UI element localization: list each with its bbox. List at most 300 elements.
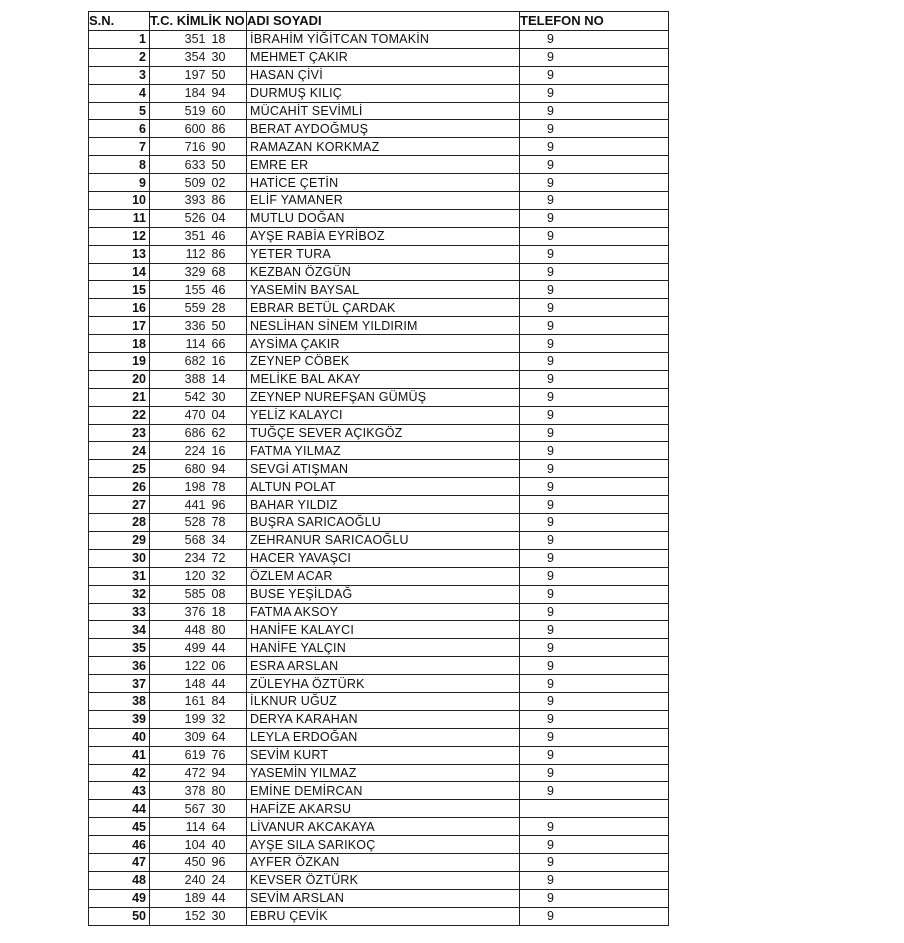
table-row: [89, 192, 669, 210]
row-name: HASAN ÇİVİ: [247, 66, 520, 84]
row-name: FATMA AKSOY: [247, 603, 520, 621]
header-adi-soyadi: ADI SOYADI: [247, 12, 520, 31]
row-tc-start: 567: [150, 800, 210, 818]
row-sn: 16: [89, 299, 150, 317]
row-blank: [649, 66, 669, 84]
row-phone: 9: [520, 603, 649, 621]
row-tc-start: 104: [150, 836, 210, 854]
row-tc-end: 96: [210, 853, 247, 871]
row-blank: [649, 728, 669, 746]
row-blank: [649, 353, 669, 371]
row-phone: 9: [520, 299, 649, 317]
row-sn: 45: [89, 818, 150, 836]
row-blank: [649, 621, 669, 639]
row-tc-start: 509: [150, 174, 210, 192]
row-tc-start: 114: [150, 818, 210, 836]
row-name: HACER YAVAŞCI: [247, 549, 520, 567]
table-row: [89, 299, 669, 317]
row-blank: [649, 120, 669, 138]
row-phone: 9: [520, 442, 649, 460]
row-blank: [649, 227, 669, 245]
row-tc-start: 148: [150, 675, 210, 693]
row-tc-start: 528: [150, 514, 210, 532]
row-name: ZÜLEYHA ÖZTÜRK: [247, 675, 520, 693]
row-name: BUSE YEŞİLDAĞ: [247, 585, 520, 603]
row-phone: 9: [520, 84, 649, 102]
row-blank: [649, 424, 669, 442]
row-blank: [649, 639, 669, 657]
row-blank: [649, 317, 669, 335]
row-phone: 9: [520, 227, 649, 245]
row-phone: 9: [520, 818, 649, 836]
row-tc-end: 04: [210, 209, 247, 227]
row-name: TUĞÇE SEVER AÇIKGÖZ: [247, 424, 520, 442]
row-phone: 9: [520, 836, 649, 854]
row-tc-start: 240: [150, 871, 210, 889]
row-tc-end: 78: [210, 514, 247, 532]
row-sn: 13: [89, 245, 150, 263]
row-blank: [649, 496, 669, 514]
row-blank: [649, 245, 669, 263]
row-sn: 49: [89, 889, 150, 907]
row-tc-start: 199: [150, 710, 210, 728]
row-sn: 26: [89, 478, 150, 496]
table-row: [89, 227, 669, 245]
row-tc-end: 44: [210, 639, 247, 657]
row-phone: 9: [520, 335, 649, 353]
row-tc-end: 50: [210, 66, 247, 84]
row-phone: 9: [520, 746, 649, 764]
row-name: EBRU ÇEVİK: [247, 907, 520, 925]
row-tc-start: 680: [150, 460, 210, 478]
row-blank: [649, 907, 669, 925]
row-phone: [520, 800, 649, 818]
row-tc-start: 112: [150, 245, 210, 263]
row-phone: 9: [520, 889, 649, 907]
participant-table: [88, 11, 669, 926]
row-tc-end: 30: [210, 388, 247, 406]
table-row: [89, 818, 669, 836]
row-tc-start: 470: [150, 406, 210, 424]
row-phone: 9: [520, 531, 649, 549]
row-name: DURMUŞ KILIÇ: [247, 84, 520, 102]
row-phone: 9: [520, 675, 649, 693]
row-phone: 9: [520, 496, 649, 514]
row-blank: [649, 281, 669, 299]
table-row: [89, 424, 669, 442]
row-sn: 19: [89, 353, 150, 371]
row-tc-end: 14: [210, 370, 247, 388]
row-tc-end: 46: [210, 227, 247, 245]
row-tc-start: 568: [150, 531, 210, 549]
table-row: [89, 764, 669, 782]
row-blank: [649, 209, 669, 227]
row-name: MELİKE BAL AKAY: [247, 370, 520, 388]
row-phone: 9: [520, 120, 649, 138]
row-tc-end: 84: [210, 692, 247, 710]
row-name: AYFER ÖZKAN: [247, 853, 520, 871]
row-tc-end: 44: [210, 675, 247, 693]
header-tc-kimlik-no: T.C. KİMLİK NO: [150, 12, 247, 31]
table-row: [89, 728, 669, 746]
table-body: [89, 31, 669, 926]
row-sn: 6: [89, 120, 150, 138]
row-sn: 10: [89, 192, 150, 210]
row-tc-start: 114: [150, 335, 210, 353]
row-sn: 14: [89, 263, 150, 281]
row-tc-end: 64: [210, 728, 247, 746]
row-tc-start: 336: [150, 317, 210, 335]
row-tc-start: 351: [150, 227, 210, 245]
row-name: İBRAHİM YİĞİTCAN TOMAKİN: [247, 31, 520, 49]
row-tc-start: 189: [150, 889, 210, 907]
row-blank: [649, 603, 669, 621]
row-name: RAMAZAN KORKMAZ: [247, 138, 520, 156]
row-sn: 4: [89, 84, 150, 102]
row-tc-start: 198: [150, 478, 210, 496]
table-row: [89, 174, 669, 192]
row-phone: 9: [520, 281, 649, 299]
row-name: HATİCE ÇETİN: [247, 174, 520, 192]
row-sn: 40: [89, 728, 150, 746]
row-tc-end: 78: [210, 478, 247, 496]
table-row: [89, 836, 669, 854]
row-tc-end: 66: [210, 335, 247, 353]
row-name: SEVİM ARSLAN: [247, 889, 520, 907]
row-name: KEVSER ÖZTÜRK: [247, 871, 520, 889]
row-sn: 7: [89, 138, 150, 156]
row-tc-start: 376: [150, 603, 210, 621]
row-phone: 9: [520, 424, 649, 442]
row-sn: 39: [89, 710, 150, 728]
table-row: [89, 692, 669, 710]
row-tc-start: 441: [150, 496, 210, 514]
row-blank: [649, 746, 669, 764]
row-tc-start: 388: [150, 370, 210, 388]
row-tc-start: 155: [150, 281, 210, 299]
row-blank: [649, 675, 669, 693]
table-row: [89, 621, 669, 639]
row-tc-start: 472: [150, 764, 210, 782]
row-name: HAFİZE AKARSU: [247, 800, 520, 818]
row-phone: 9: [520, 657, 649, 675]
row-phone: 9: [520, 871, 649, 889]
row-sn: 22: [89, 406, 150, 424]
row-name: MEHMET ÇAKIR: [247, 48, 520, 66]
row-tc-end: 94: [210, 84, 247, 102]
table-row: [89, 657, 669, 675]
table-row: [89, 478, 669, 496]
row-name: SEVGİ ATIŞMAN: [247, 460, 520, 478]
row-blank: [649, 818, 669, 836]
row-blank: [649, 800, 669, 818]
row-blank: [649, 406, 669, 424]
table-row: [89, 66, 669, 84]
table-row: [89, 353, 669, 371]
row-tc-end: 46: [210, 281, 247, 299]
row-blank: [649, 836, 669, 854]
row-tc-end: 80: [210, 782, 247, 800]
row-tc-start: 559: [150, 299, 210, 317]
table-row: [89, 800, 669, 818]
row-tc-start: 542: [150, 388, 210, 406]
row-tc-end: 16: [210, 353, 247, 371]
table-row: [89, 245, 669, 263]
row-tc-end: 34: [210, 531, 247, 549]
row-name: LEYLA ERDOĞAN: [247, 728, 520, 746]
row-tc-end: 30: [210, 800, 247, 818]
row-name: ESRA ARSLAN: [247, 657, 520, 675]
row-phone: 9: [520, 370, 649, 388]
row-sn: 34: [89, 621, 150, 639]
row-name: LİVANUR AKCAKAYA: [247, 818, 520, 836]
row-sn: 21: [89, 388, 150, 406]
row-blank: [649, 388, 669, 406]
row-tc-end: 86: [210, 120, 247, 138]
row-tc-start: 351: [150, 31, 210, 49]
table-row: [89, 514, 669, 532]
row-sn: 28: [89, 514, 150, 532]
row-blank: [649, 460, 669, 478]
row-blank: [649, 478, 669, 496]
row-tc-start: 224: [150, 442, 210, 460]
row-blank: [649, 156, 669, 174]
row-sn: 50: [89, 907, 150, 925]
header-telefon-no: TELEFON NO: [520, 12, 649, 31]
table-row: [89, 209, 669, 227]
table-row: [89, 370, 669, 388]
table-row: [89, 460, 669, 478]
row-tc-end: 50: [210, 317, 247, 335]
row-tc-end: 28: [210, 299, 247, 317]
row-tc-start: 600: [150, 120, 210, 138]
row-tc-start: 309: [150, 728, 210, 746]
row-blank: [649, 531, 669, 549]
row-sn: 38: [89, 692, 150, 710]
row-tc-end: 04: [210, 406, 247, 424]
row-tc-start: 519: [150, 102, 210, 120]
row-sn: 23: [89, 424, 150, 442]
table-row: [89, 31, 669, 49]
row-name: AYŞE SILA SARIKOÇ: [247, 836, 520, 854]
table-row: [89, 317, 669, 335]
row-phone: 9: [520, 639, 649, 657]
row-phone: 9: [520, 567, 649, 585]
row-phone: 9: [520, 460, 649, 478]
row-name: BAHAR YILDIZ: [247, 496, 520, 514]
row-sn: 43: [89, 782, 150, 800]
row-sn: 1: [89, 31, 150, 49]
row-name: AYŞE RABİA EYRİBOZ: [247, 227, 520, 245]
row-tc-start: 184: [150, 84, 210, 102]
row-sn: 41: [89, 746, 150, 764]
row-blank: [649, 48, 669, 66]
row-name: DERYA KARAHAN: [247, 710, 520, 728]
row-sn: 36: [89, 657, 150, 675]
row-tc-end: 24: [210, 871, 247, 889]
row-tc-end: 08: [210, 585, 247, 603]
row-tc-end: 50: [210, 156, 247, 174]
row-blank: [649, 657, 669, 675]
row-blank: [649, 514, 669, 532]
table-row: [89, 102, 669, 120]
table-row: [89, 120, 669, 138]
row-blank: [649, 692, 669, 710]
row-phone: 9: [520, 192, 649, 210]
row-name: İLKNUR UĞUZ: [247, 692, 520, 710]
row-blank: [649, 889, 669, 907]
table-row: [89, 48, 669, 66]
header-row: [89, 12, 669, 31]
row-blank: [649, 102, 669, 120]
row-tc-start: 120: [150, 567, 210, 585]
row-blank: [649, 871, 669, 889]
row-blank: [649, 31, 669, 49]
row-tc-start: 499: [150, 639, 210, 657]
table-row: [89, 871, 669, 889]
table-row: [89, 335, 669, 353]
table-row: [89, 567, 669, 585]
row-tc-start: 161: [150, 692, 210, 710]
row-tc-end: 60: [210, 102, 247, 120]
row-tc-end: 94: [210, 460, 247, 478]
row-phone: 9: [520, 388, 649, 406]
table-row: [89, 782, 669, 800]
row-tc-end: 64: [210, 818, 247, 836]
row-sn: 15: [89, 281, 150, 299]
row-phone: 9: [520, 66, 649, 84]
row-blank: [649, 263, 669, 281]
row-tc-start: 354: [150, 48, 210, 66]
row-tc-end: 80: [210, 621, 247, 639]
row-phone: 9: [520, 48, 649, 66]
row-sn: 17: [89, 317, 150, 335]
row-tc-start: 682: [150, 353, 210, 371]
row-sn: 8: [89, 156, 150, 174]
table-row: [89, 281, 669, 299]
row-phone: 9: [520, 478, 649, 496]
row-tc-start: 152: [150, 907, 210, 925]
row-phone: 9: [520, 710, 649, 728]
row-tc-end: 44: [210, 889, 247, 907]
table-row: [89, 907, 669, 925]
row-name: ALTUN POLAT: [247, 478, 520, 496]
row-blank: [649, 442, 669, 460]
table-row: [89, 531, 669, 549]
row-blank: [649, 299, 669, 317]
table-row: [89, 406, 669, 424]
header-sn: S.N.: [89, 12, 150, 31]
row-blank: [649, 174, 669, 192]
row-sn: 27: [89, 496, 150, 514]
row-sn: 37: [89, 675, 150, 693]
row-phone: 9: [520, 353, 649, 371]
row-tc-start: 448: [150, 621, 210, 639]
row-phone: 9: [520, 621, 649, 639]
row-phone: 9: [520, 209, 649, 227]
row-name: MÜCAHİT SEVİMLİ: [247, 102, 520, 120]
row-tc-start: 234: [150, 549, 210, 567]
table-row: [89, 156, 669, 174]
row-name: MUTLU DOĞAN: [247, 209, 520, 227]
row-tc-end: 40: [210, 836, 247, 854]
row-sn: 32: [89, 585, 150, 603]
row-name: ELİF YAMANER: [247, 192, 520, 210]
row-name: ZEHRANUR SARICAOĞLU: [247, 531, 520, 549]
row-name: BUŞRA SARICAOĞLU: [247, 514, 520, 532]
row-tc-end: 02: [210, 174, 247, 192]
row-name: YASEMİN YILMAZ: [247, 764, 520, 782]
row-sn: 44: [89, 800, 150, 818]
row-sn: 25: [89, 460, 150, 478]
row-name: HANİFE KALAYCI: [247, 621, 520, 639]
row-name: HANİFE YALÇIN: [247, 639, 520, 657]
row-name: EBRAR BETÜL ÇARDAK: [247, 299, 520, 317]
row-name: AYSİMA ÇAKIR: [247, 335, 520, 353]
row-phone: 9: [520, 514, 649, 532]
row-sn: 31: [89, 567, 150, 585]
row-sn: 47: [89, 853, 150, 871]
row-phone: 9: [520, 31, 649, 49]
table-row: [89, 853, 669, 871]
row-blank: [649, 192, 669, 210]
row-phone: 9: [520, 853, 649, 871]
row-tc-start: 619: [150, 746, 210, 764]
table-row: [89, 603, 669, 621]
row-phone: 9: [520, 317, 649, 335]
row-tc-start: 633: [150, 156, 210, 174]
table-row: [89, 889, 669, 907]
table-row: [89, 746, 669, 764]
row-name: YELİZ KALAYCI: [247, 406, 520, 424]
row-tc-end: 18: [210, 31, 247, 49]
table-row: [89, 675, 669, 693]
table-row: [89, 639, 669, 657]
row-phone: 9: [520, 138, 649, 156]
row-phone: 9: [520, 174, 649, 192]
row-blank: [649, 764, 669, 782]
row-tc-end: 76: [210, 746, 247, 764]
row-tc-end: 94: [210, 764, 247, 782]
row-phone: 9: [520, 692, 649, 710]
row-tc-end: 32: [210, 567, 247, 585]
table-row: [89, 84, 669, 102]
row-tc-end: 06: [210, 657, 247, 675]
row-tc-end: 30: [210, 48, 247, 66]
row-tc-end: 16: [210, 442, 247, 460]
row-sn: 46: [89, 836, 150, 854]
row-name: ZEYNEP NUREFŞAN GÜMÜŞ: [247, 388, 520, 406]
row-blank: [649, 710, 669, 728]
row-sn: 9: [89, 174, 150, 192]
row-tc-end: 18: [210, 603, 247, 621]
row-phone: 9: [520, 263, 649, 281]
row-tc-start: 716: [150, 138, 210, 156]
row-phone: 9: [520, 907, 649, 925]
row-name: EMİNE DEMİRCAN: [247, 782, 520, 800]
row-tc-start: 585: [150, 585, 210, 603]
table-row: [89, 263, 669, 281]
row-phone: 9: [520, 764, 649, 782]
row-tc-start: 686: [150, 424, 210, 442]
row-name: NESLİHAN SİNEM YILDIRIM: [247, 317, 520, 335]
row-blank: [649, 335, 669, 353]
row-phone: 9: [520, 549, 649, 567]
table-row: [89, 585, 669, 603]
row-sn: 24: [89, 442, 150, 460]
row-blank: [649, 370, 669, 388]
row-sn: 42: [89, 764, 150, 782]
